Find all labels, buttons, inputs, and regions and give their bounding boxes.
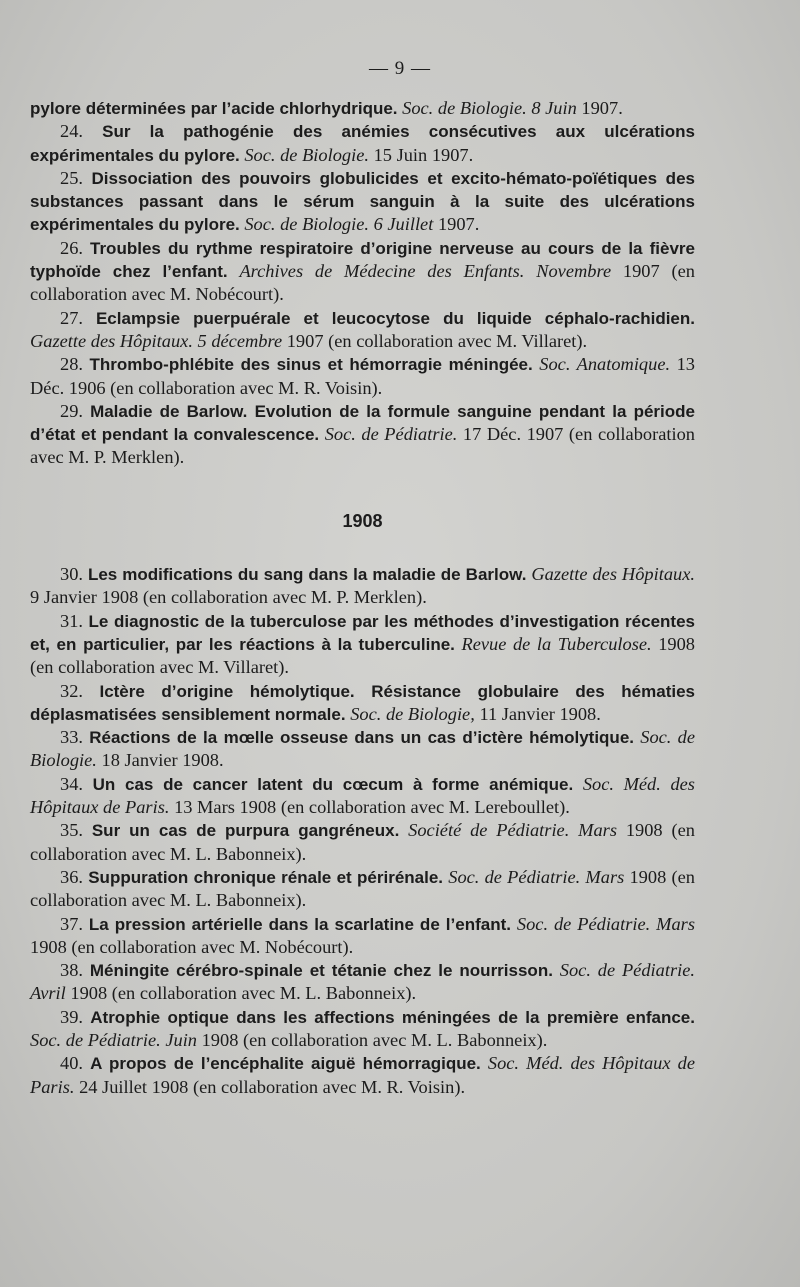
- entry-number: 27.: [60, 307, 83, 328]
- entry-title: Dissociation des pouvoirs globulicides et excito-hémato-poïétiques des substances passant dans le sérum sanguin à la suite des ulcérations expérimentales du pylore.: [30, 168, 695, 235]
- page-number: — 9 —: [369, 58, 431, 79]
- entry-number: 38.: [60, 960, 83, 981]
- entry-details: 1908 (en collaboration avec M. L. Babonneix).: [70, 983, 417, 1004]
- year-heading: 1908: [342, 510, 383, 531]
- entry-number: 33.: [60, 727, 83, 748]
- bibliography-entry: [30, 610, 695, 680]
- entry-details: 17 Déc. 1907 (en collaboration avec M. P. Merklen).: [30, 424, 695, 468]
- bibliography-entry: [30, 959, 695, 1006]
- bibliography-entry: [30, 120, 695, 167]
- entry-source: Soc. de Pédiatrie. Mars: [516, 913, 695, 934]
- entry-details: 15 Juin 1907.: [373, 144, 474, 165]
- entry-number: 34.: [60, 773, 83, 794]
- bibliography-text: [30, 97, 695, 1099]
- bibliography-entry: [30, 913, 695, 960]
- bibliography-entry: [30, 726, 695, 773]
- entry-number: 40.: [60, 1053, 83, 1074]
- entry-title: Atrophie optique dans les affections méningées de la première enfance.: [90, 1007, 695, 1027]
- bibliography-entry: [30, 819, 695, 866]
- entry-details: 1907 (en collaboration avec M. Nobécourt).: [30, 261, 695, 305]
- bibliography-entry: [30, 97, 695, 120]
- entry-number: 24.: [60, 121, 83, 142]
- bibliography-entry: [30, 1052, 695, 1099]
- entry-details: 1907.: [581, 98, 623, 118]
- entry-number: 28.: [60, 354, 83, 375]
- entry-source: Gazette des Hôpitaux.: [531, 564, 695, 585]
- entry-number: 30.: [60, 564, 83, 585]
- entry-title: Les modifications du sang dans la maladie de Barlow.: [87, 565, 527, 585]
- entry-source: Soc. de Biologie. 6 Juillet: [244, 214, 434, 235]
- bibliography-entry: [30, 1006, 695, 1053]
- entry-source: Soc. de Pédiatrie. Avril: [30, 960, 695, 1004]
- bibliography-entry: [30, 167, 695, 237]
- entry-title: Le diagnostic de la tuberculose par les méthodes d’investigation récentes et, en particulier, par les réactions à la tuberculine.: [30, 611, 695, 654]
- entry-details: 18 Janvier 1908.: [101, 750, 224, 771]
- entry-title: Méningite cérébro-spinale et tétanie chez le nourrisson.: [89, 961, 553, 981]
- entry-title: Réactions de la mœlle osseuse dans un cas d’ictère hémolytique.: [89, 728, 634, 748]
- entry-title: Sur un cas de purpura gangréneux.: [91, 821, 400, 841]
- entry-source: Soc. de Pédiatrie. Mars: [448, 866, 625, 887]
- entry-source: Soc. Méd. des Hôpitaux de Paris.: [30, 773, 695, 818]
- entry-title: Eclampsie puerpuérale et leucocytose du liquide céphalo-rachidien.: [95, 308, 695, 328]
- entry-source: Soc. de Biologie. 8 Juin: [402, 98, 577, 118]
- entry-details: 1908 (en collaboration avec M. Nobécourt).: [30, 936, 354, 957]
- bibliography-entry: [30, 563, 695, 610]
- entry-details: 1908 (en collaboration avec M. L. Babonneix).: [201, 1029, 548, 1050]
- entry-source: Archives de Médecine des Enfants. Novembre: [239, 261, 612, 282]
- entry-source: Soc. de Biologie.: [30, 727, 695, 771]
- entry-source: Soc. de Pédiatrie.: [324, 424, 458, 445]
- entry-details: 24 Juillet 1908 (en collaboration avec M. R. Voisin).: [79, 1076, 466, 1097]
- bibliography-entry: [30, 866, 695, 913]
- entry-details: 1908 (en collaboration avec M. L. Babonneix).: [30, 866, 695, 911]
- entry-title: Suppuration chronique rénale et périrénale.: [88, 867, 444, 887]
- entry-title: Maladie de Barlow. Evolution de la formule sanguine pendant la période d’état et pendant la convalescence.: [30, 401, 695, 445]
- entry-title: Sur la pathogénie des anémies consécutives aux ulcérations expérimentales du pylore.: [30, 122, 695, 165]
- entry-details: 1907 (en collaboration avec M. Villaret).: [286, 330, 588, 351]
- entry-title: pylore déterminées par l’acide chlorhydrique.: [30, 99, 398, 118]
- entry-number: 37.: [60, 913, 83, 934]
- entries-1908: [30, 563, 695, 1099]
- entry-source: Revue de la Tuberculose.: [461, 633, 652, 654]
- entry-details: 1908 (en collaboration avec M. Villaret).: [30, 633, 695, 678]
- bibliography-entry: [30, 400, 695, 470]
- entry-title: La pression artérielle dans la scarlatine de l’enfant.: [88, 914, 511, 934]
- entry-source: Soc. de Biologie,: [350, 703, 475, 724]
- bibliography-entry: [30, 680, 695, 727]
- entry-title: A propos de l’encéphalite aiguë hémorragique.: [90, 1054, 481, 1074]
- entry-number: 31.: [60, 610, 83, 631]
- entry-source: Soc. Méd. des Hôpitaux de Paris.: [30, 1053, 695, 1097]
- entry-number: 26.: [60, 237, 83, 258]
- entry-number: 25.: [60, 167, 83, 188]
- entry-details: 13 Mars 1908 (en collaboration avec M. Lereboullet).: [174, 797, 570, 818]
- entry-title: Troubles du rythme respiratoire d’origine nerveuse au cours de la fièvre typhoïde chez l’enfant.: [30, 238, 695, 282]
- bibliography-entry: [30, 237, 695, 307]
- entry-details: 9 Janvier 1908 (en collaboration avec M. P. Merklen).: [30, 587, 427, 608]
- entry-source: Société de Pédiatrie. Mars: [408, 820, 617, 841]
- entry-number: 32.: [60, 680, 83, 701]
- bibliography-entry: [30, 353, 695, 400]
- entry-details: 1908 (en collaboration avec M. L. Babonneix).: [30, 820, 695, 864]
- bibliography-entry: [30, 307, 695, 354]
- entry-number: 36.: [60, 866, 83, 887]
- entry-source: Soc. de Biologie.: [244, 144, 369, 165]
- entry-number: 29.: [60, 400, 83, 421]
- entry-title: Ictère d’origine hémolytique. Résistance globulaire des hématies déplasmatisées sensiblement normale.: [30, 681, 695, 724]
- entry-source: Soc. Anatomique.: [539, 354, 671, 375]
- entry-details: 11 Janvier 1908.: [479, 703, 601, 724]
- bibliography-entry: [30, 773, 695, 820]
- entry-source: Gazette des Hôpitaux. 5 décembre: [30, 330, 283, 351]
- entry-details: 13 Déc. 1906 (en collaboration avec M. R. Voisin).: [30, 354, 695, 398]
- entry-title: Un cas de cancer latent du cœcum à forme anémique.: [92, 774, 574, 794]
- entry-title: Thrombo-phlébite des sinus et hémorragie méningée.: [89, 355, 533, 375]
- entry-number: 35.: [60, 820, 83, 841]
- entry-source: Soc. de Pédiatrie. Juin: [30, 1029, 197, 1050]
- entry-details: 1907.: [437, 214, 480, 235]
- entries-1907: [30, 97, 695, 470]
- entry-number: 39.: [60, 1006, 83, 1027]
